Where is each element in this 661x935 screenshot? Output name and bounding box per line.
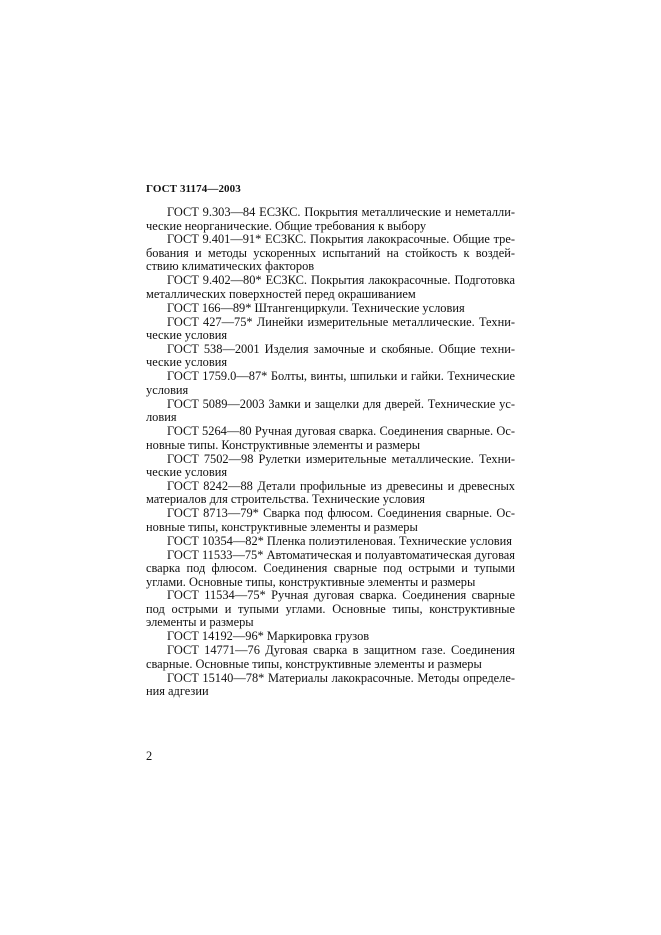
reference-item: ГОСТ 9.401—91* ЕСЗКС. Покрытия лакокрасочные. Общие требования и методы ускоренных испытаний на стойкость к воздействию климатических факторов	[146, 232, 515, 274]
reference-item: ГОСТ 5264—80 Ручная дуговая сварка. Соединения сварные. Основные типы. Конструктивные элементы и размеры	[146, 424, 515, 452]
reference-item: ГОСТ 15140—78* Материалы лакокрасочные. Методы определения адгезии	[146, 670, 515, 699]
reference-item: ГОСТ 166—89* Штангенциркули. Технические условия	[167, 300, 465, 315]
reference-item: ГОСТ 10354—82* Пленка полиэтиленовая. Технические условия	[167, 533, 512, 548]
reference-item: ГОСТ 9.402—80* ЕСЗКС. Покрытия лакокрасочные. Подготовка металлических поверхностей перед окрашиванием	[146, 273, 515, 301]
reference-item: ГОСТ 8713—79* Сварка под флюсом. Соединения сварные. Основные типы, конструктивные элементы и размеры	[146, 506, 515, 534]
reference-item: ГОСТ 11533—75* Автоматическая и полуавтоматическая дуговая сварка под флюсом. Соединения сварные под острыми и тупыми углами. Основные типы, конструктивные элементы и размеры	[146, 547, 515, 589]
reference-item: ГОСТ 8242—88 Детали профильные из древесины и древесных материалов для строительства. Технические условия	[146, 478, 515, 507]
reference-item: ГОСТ 14192—96* Маркировка грузов	[167, 629, 370, 644]
normative-references-list	[146, 206, 515, 699]
reference-item: ГОСТ 5089—2003 Замки и защелки для дверей. Технические условия	[146, 396, 515, 425]
reference-item: ГОСТ 9.303—84 ЕСЗКС. Покрытия металлические и неметаллические неорганические. Общие требования к выбору	[146, 205, 515, 233]
reference-item: ГОСТ 1759.0—87* Болты, винты, шпильки и гайки. Технические условия	[146, 369, 515, 397]
document-header: ГОСТ 31174—2003	[146, 183, 241, 195]
reference-item: ГОСТ 11534—75* Ручная дуговая сварка. Соединения сварные под острыми и тупыми углами. Основные типы, конструктивные элементы и размеры	[146, 588, 515, 630]
reference-item: ГОСТ 538—2001 Изделия замочные и скобяные. Общие технические условия	[146, 341, 515, 370]
reference-item: ГОСТ 427—75* Линейки измерительные металлические. Технические условия	[146, 314, 515, 343]
reference-item: ГОСТ 14771—76 Дуговая сварка в защитном газе. Соединения сварные. Основные типы, конструктивные элементы и размеры	[146, 643, 515, 671]
reference-item: ГОСТ 7502—98 Рулетки измерительные металлические. Технические условия	[146, 451, 515, 480]
page-number: 2	[146, 749, 153, 763]
